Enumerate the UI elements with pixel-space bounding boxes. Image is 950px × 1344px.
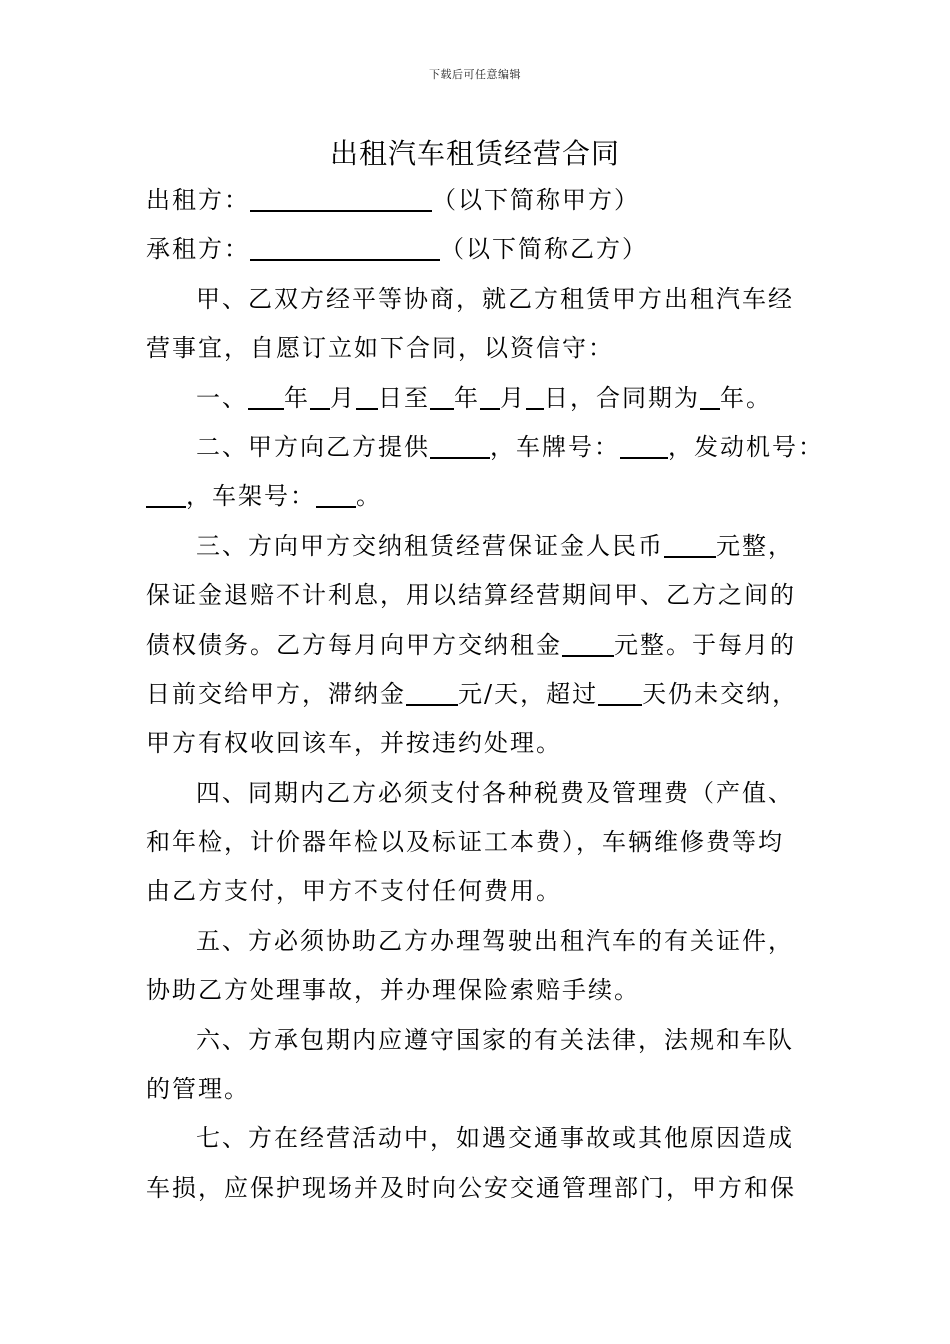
intro-line-2: 营事宜，自愿订立如下合同，以资信守： [146, 334, 614, 363]
contract-years-blank[interactable] [700, 382, 720, 410]
clause-1-text: 日至 [378, 383, 430, 412]
clause-4-line-3: 由乙方支付，甲方不支付任何费用。 [146, 877, 562, 906]
clause-3-text: 元/天，超过 [458, 679, 599, 708]
document-title: 出租汽车租赁经营合同 [329, 137, 620, 170]
start-day-blank[interactable] [356, 382, 378, 410]
start-year-blank[interactable] [248, 382, 284, 410]
clause-6-line-2: 的管理。 [146, 1075, 250, 1104]
clause-3-line-2: 保证金退赔不计利息，用以结算经营期间甲、乙方之间的 [146, 581, 796, 610]
contract-body [146, 176, 824, 1213]
clause-3-text: 日前交给甲方，滞纳金 [146, 679, 406, 708]
vehicle-blank[interactable] [430, 431, 490, 459]
clause-2-text: 。 [356, 482, 382, 511]
end-month-blank[interactable] [480, 382, 500, 410]
lessor-suffix: （以下简称甲方） [432, 186, 640, 214]
clause-3-line-5: 甲方有权收回该车，并按违约处理。 [146, 729, 562, 758]
clause-4-line-1: 四、同期内乙方必须支付各种税费及管理费（产值、 [196, 778, 794, 807]
start-month-blank[interactable] [310, 382, 330, 410]
clause-6-line-1: 六、方承包期内应遵守国家的有关法律，法规和车队 [196, 1025, 794, 1054]
deposit-amount-blank[interactable] [664, 530, 716, 558]
clause-5-line-1: 五、方必须协助乙方办理驾驶出租汽车的有关证件， [196, 926, 794, 955]
clause-3-text: 元整。于每月的 [614, 630, 796, 659]
clause-2-text: ，车牌号： [490, 432, 620, 461]
lessee-name-blank[interactable] [250, 233, 440, 261]
clause-1-number: 一、 [196, 383, 248, 412]
clause-1-text: 年 [454, 383, 480, 412]
lessor-line [146, 176, 811, 225]
clause-3-line-1 [146, 522, 811, 571]
clause-7-line-1: 七、方在经营活动中，如遇交通事故或其他原因造成 [196, 1124, 794, 1153]
header-note: 下载后可任意编辑 [429, 68, 521, 81]
engine-number-blank[interactable] [146, 480, 186, 508]
clause-1-text: 月 [330, 383, 356, 412]
clause-3-text: 元整， [716, 531, 794, 560]
lessee-label: 承租方： [146, 235, 250, 264]
overdue-days-blank[interactable] [598, 678, 642, 706]
clause-4-line-2: 和年检，计价器年检以及标证工本费），车辆维修费等均 [146, 828, 784, 857]
intro-line-1: 甲、乙双方经平等协商，就乙方租赁甲方出租汽车经 [196, 284, 794, 313]
clause-3-text: 天仍未交纳， [642, 679, 799, 708]
clause-5-line-2: 协助乙方处理事故，并办理保险索赔手续。 [146, 976, 640, 1005]
clause-1-text: 日，合同期为 [544, 383, 700, 412]
clause-2-text: ，车架号： [186, 482, 316, 511]
frame-number-blank[interactable] [316, 480, 356, 508]
lessee-line [146, 225, 811, 274]
clause-3-text: 债权债务。乙方每月向甲方交纳租金 [146, 630, 562, 659]
plate-number-blank[interactable] [620, 431, 668, 459]
clause-1-text: 年。 [720, 383, 772, 412]
clause-2-text: ，发动机号： [668, 432, 824, 461]
clause-1-text: 月 [500, 383, 526, 412]
clause-3-text: 三、方向甲方交纳租赁经营保证金人民币 [196, 531, 664, 560]
clause-2-line-1 [146, 423, 824, 472]
clause-2-text: 二、甲方向乙方提供 [196, 432, 430, 461]
end-day-blank[interactable] [526, 382, 544, 410]
lessee-suffix: （以下简称乙方） [440, 235, 648, 264]
clause-1 [146, 374, 811, 423]
end-year-blank[interactable] [430, 382, 454, 410]
clause-3-line-4 [146, 670, 811, 719]
monthly-rent-blank[interactable] [562, 629, 614, 657]
clause-7-line-2: 车损，应保护现场并及时向公安交通管理部门，甲方和保 [146, 1173, 796, 1202]
clause-3-line-3 [146, 621, 811, 670]
lessor-label: 出租方： [146, 186, 250, 214]
late-fee-blank[interactable] [406, 678, 458, 706]
clause-2-line-2 [146, 472, 811, 521]
clause-1-text: 年 [284, 383, 310, 412]
lessor-name-blank[interactable] [250, 184, 432, 212]
